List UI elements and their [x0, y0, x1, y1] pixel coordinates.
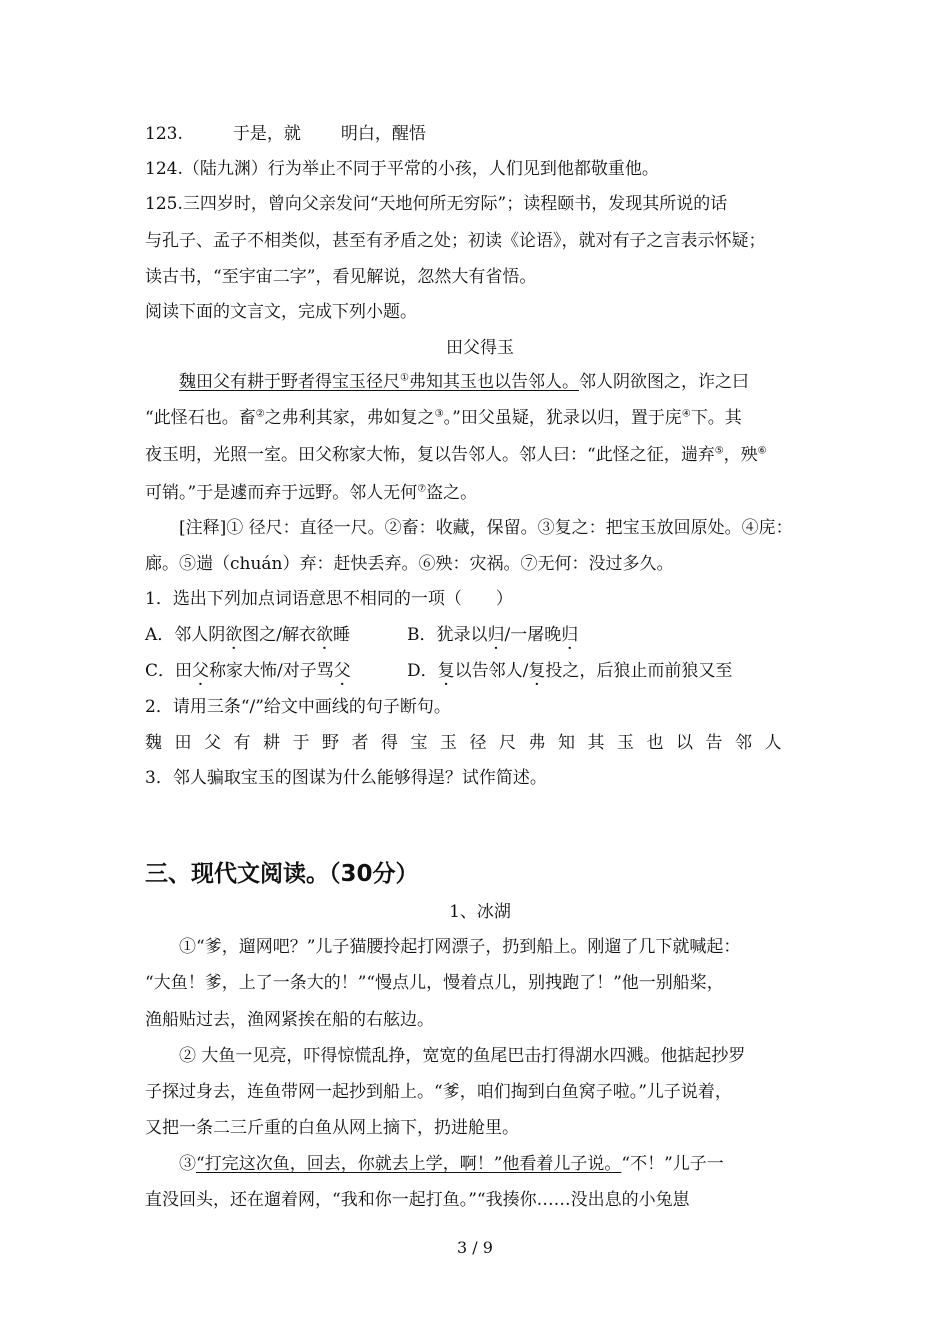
classical-para-line-2: “此怪石也。畜②之弗利其家，弗如复之③。”田父虽疑，犹录以归，置于庑④下。其: [145, 408, 742, 428]
modern-para-2-line-2: 子探过身去，连鱼带网一起抄到船上。“爹，咱们掏到白鱼窝子啦。”儿子说着，: [145, 1082, 732, 1102]
modern-para-3-line-1: ③“打完这次鱼，回去，你就去上学，啊！”他看着儿子说。“不！”儿子一: [179, 1154, 724, 1174]
question-1-options-ab: [145, 623, 815, 647]
modern-para-1-line-1: ①“爹，遛网吧？”儿子猫腰拎起打网漂子，扔到船上。刚遛了几下就喊起：: [179, 937, 741, 957]
classical-title: 田父得玉: [446, 338, 514, 358]
answer-124: 124.（陆九渊）行为举止不同于平常的小孩，人们见到他都敬重他。: [145, 159, 659, 179]
option-a: A．邻人阴欲图之/解衣欲睡: [145, 625, 351, 645]
reading-instruction: 阅读下面的文言文，完成下列小题。: [145, 302, 417, 322]
underlined-sentence: 魏田父有耕于野者得宝玉径尺①弗知其玉也以告邻人。: [179, 372, 579, 392]
classical-para-line-4: 可销。”于是遽而弃于远野。邻人无何⑦盗之。: [145, 483, 478, 503]
notes-line-1: [注释]① 径尺：直径一尺。②畜：收藏，保留。③复之：把宝玉放回原处。④庑：: [179, 518, 793, 538]
option-d: D．复以告邻人/复投之，后狼止而前狼又至: [407, 661, 733, 681]
modern-para-1-line-2: “大鱼！爹，上了一条大的！”“慢点儿，慢着点儿，别拽跑了！”他一别船桨，: [145, 973, 724, 993]
answer-125-line-3: 读古书，“至宇宙二字”，看见解说，忽然大有省悟。: [145, 267, 537, 287]
notes-line-2: 廊。⑤遄（chuán）弃：赶快丢弃。⑥殃：灾祸。⑦无何：没过多久。: [145, 554, 674, 574]
modern-para-1-line-3: 渔船贴过去，渔网紧挨在船的右舷边。: [145, 1010, 434, 1030]
answer-123: 123. 于是，就 明白，醒悟: [145, 124, 426, 144]
answer-125-line-1: 125.三四岁时，曾向父亲发问“天地何所无穷际”；读程颐书，发现其所说的话: [145, 194, 728, 214]
option-c: C．田父称家大怖/对子骂父: [145, 661, 351, 681]
option-b: B．犹录以归/一屠晚归: [407, 625, 579, 645]
underlined-quote: “打完这次鱼，回去，你就去上学，啊！”他看着儿子说。: [196, 1154, 622, 1174]
modern-title: 1、冰湖: [449, 902, 511, 922]
page-number: 3 / 9: [457, 1238, 493, 1257]
question-1-options-cd: [145, 659, 815, 683]
question-1: 1．选出下列加点词语意思不相同的一项（ ）: [145, 589, 513, 609]
answer-125-line-2: 与孔子、孟子不相类似，甚至有矛盾之处；初读《论语》，就对有子之言表示怀疑；: [145, 231, 766, 251]
question-2-sentence: 魏田父有耕于野者得宝玉径尺弗知其玉也以告邻人: [145, 733, 794, 753]
section-title: 三、现代文阅读。（30分）: [145, 861, 419, 887]
classical-para-line-3: 夜玉明，光照一室。田父称家大怖，复以告邻人。邻人曰：“此怪之征，遄弃⑤，殃⑥: [145, 445, 767, 465]
modern-para-2-line-3: 又把一条二三斤重的白鱼从网上摘下，扔进舱里。: [145, 1118, 519, 1138]
question-2: 2．请用三条“/”给文中画线的句子断句。: [145, 697, 451, 717]
modern-para-3-line-2: 直没回头，还在遛着网，“我和你一起打鱼。”“我揍你……没出息的小兔崽: [145, 1190, 690, 1210]
question-3: 3．邻人骗取宝玉的图谋为什么能够得逞？试作简述。: [145, 768, 547, 788]
classical-para-line-1: 魏田父有耕于野者得宝玉径尺①弗知其玉也以告邻人。邻人阴欲图之，诈之曰: [179, 372, 749, 392]
modern-para-2-line-1: ② 大鱼一见亮，吓得惊慌乱挣，宽宽的鱼尾巴击打得湖水四溅。他掂起抄罗: [179, 1046, 746, 1066]
